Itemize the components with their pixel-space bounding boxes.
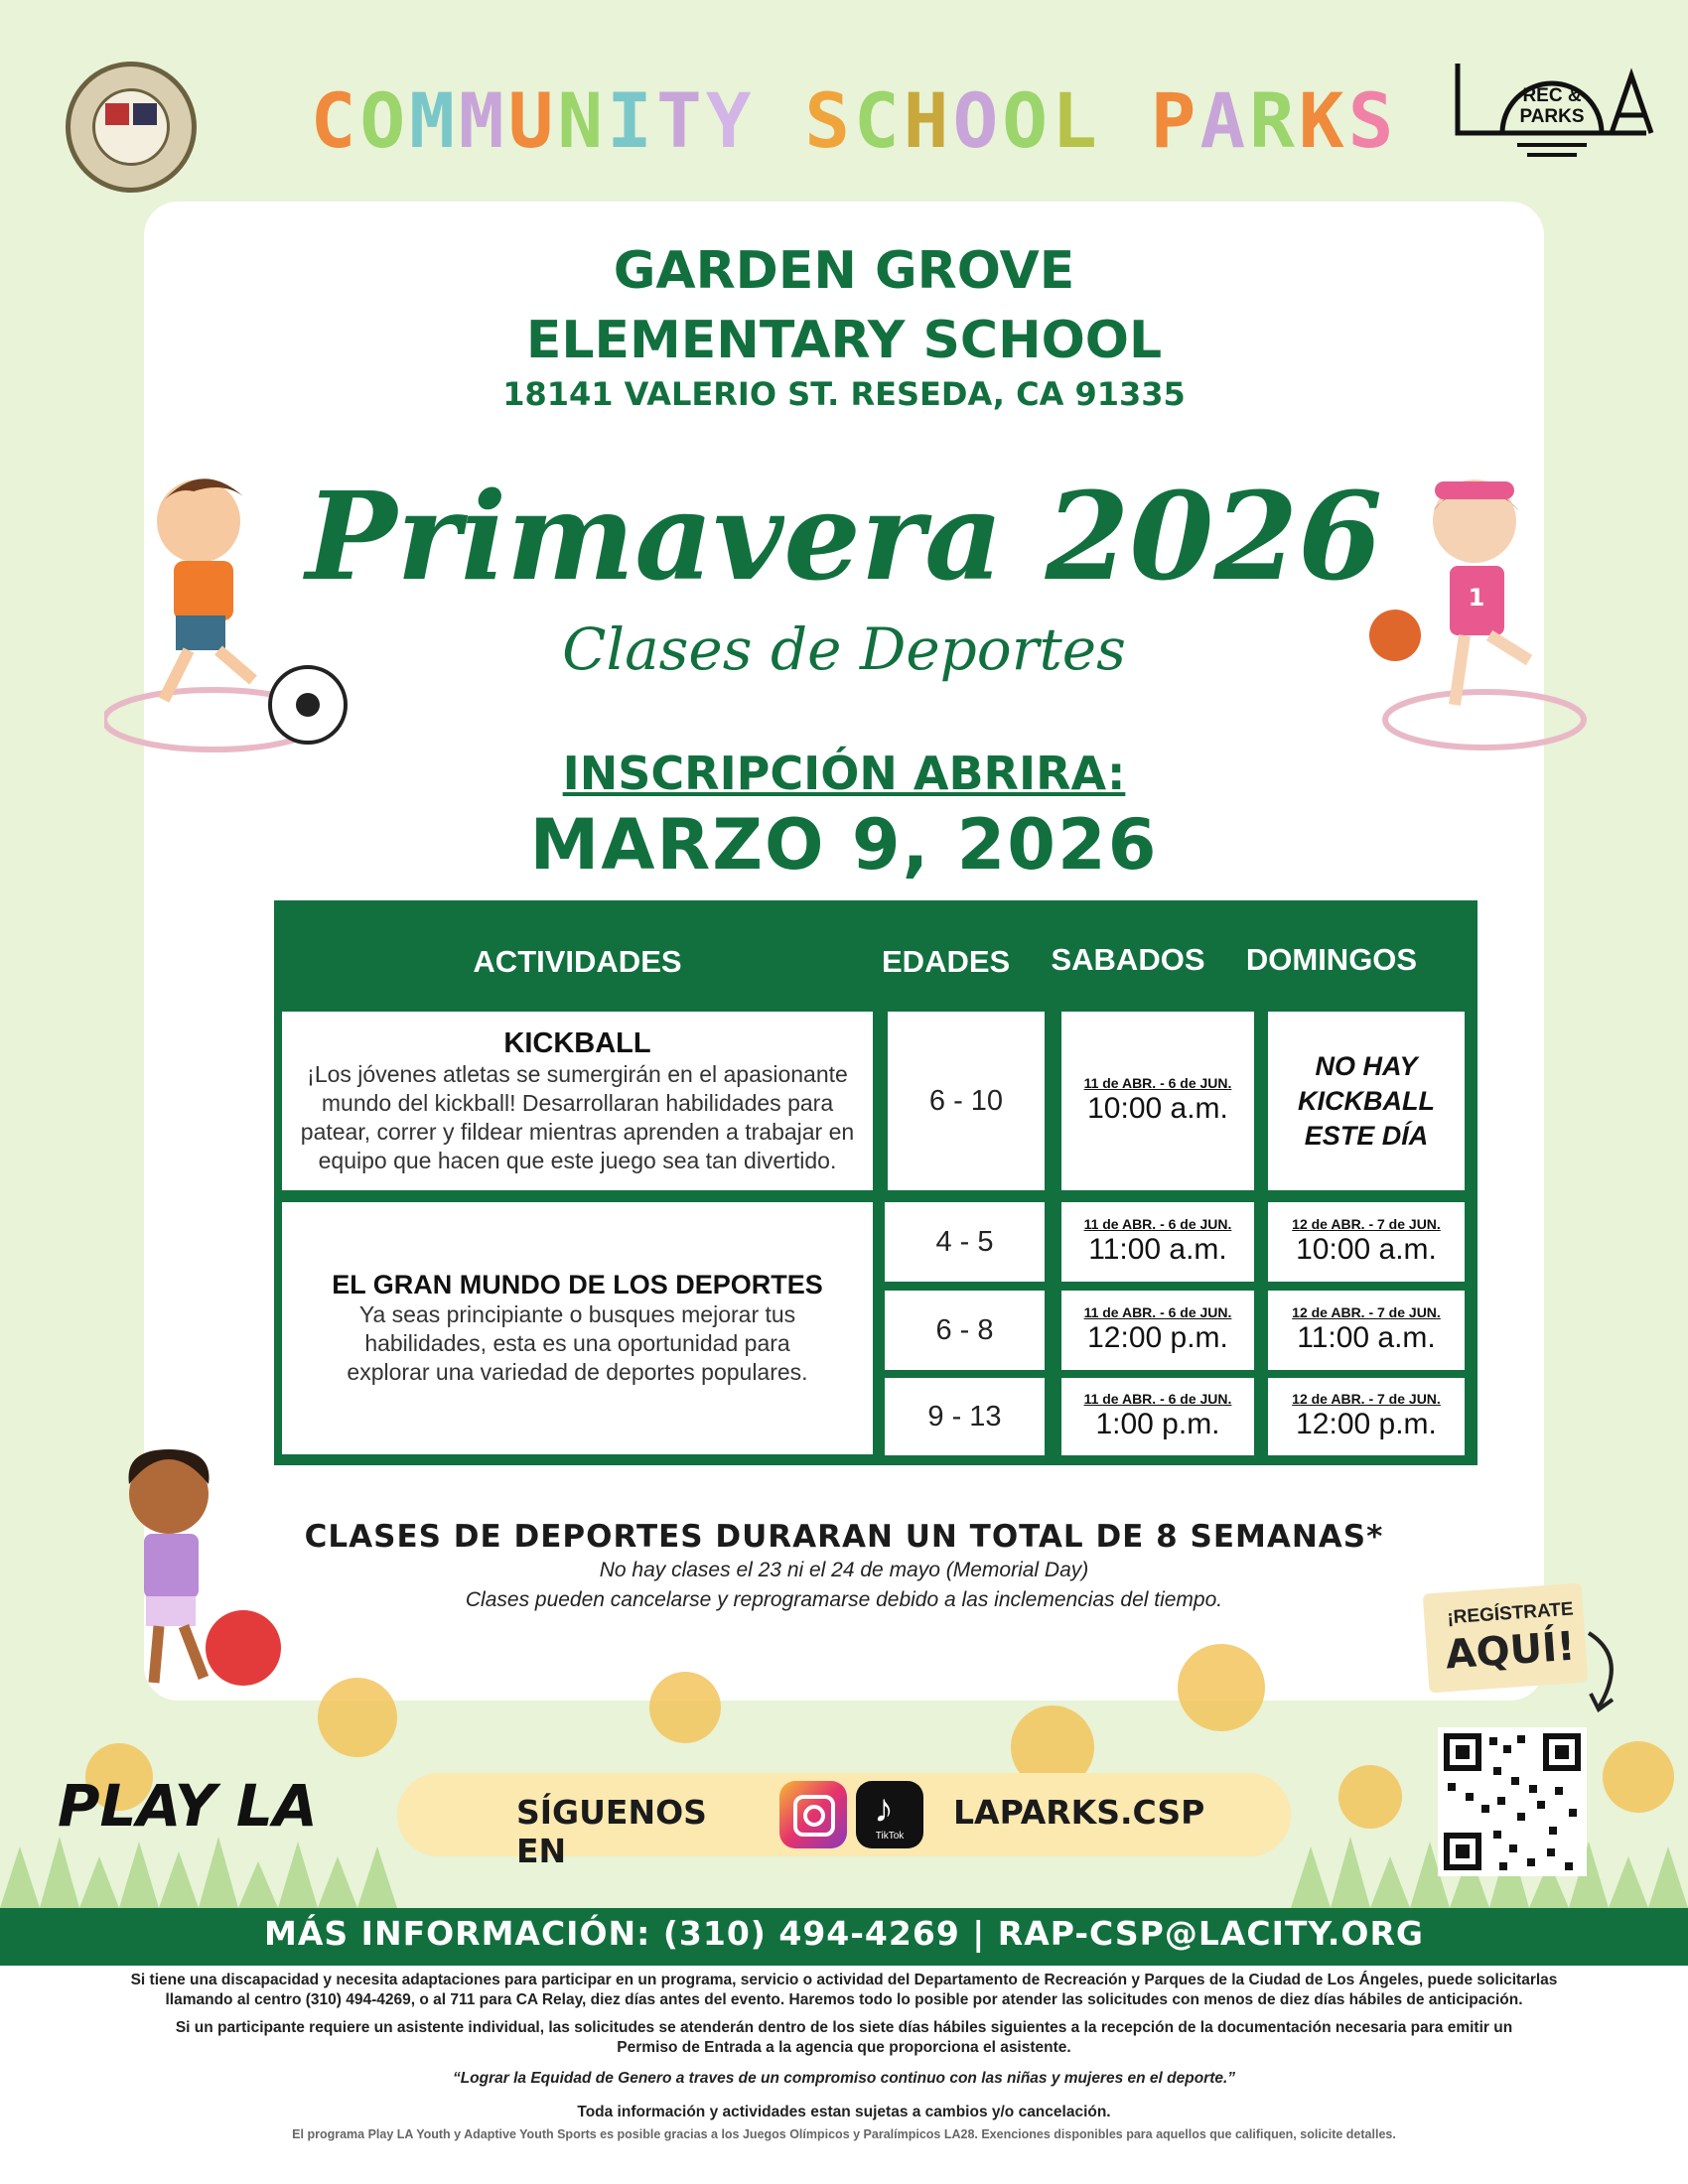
kickball-age-cell bbox=[888, 1012, 1045, 1190]
follow-label: SÍGUENOS EN bbox=[516, 1793, 707, 1870]
play-la-logo: PLAY LA bbox=[58, 1772, 318, 1840]
title-letter bbox=[1101, 76, 1151, 165]
girl-basketball-illustration bbox=[1355, 452, 1594, 769]
kickball-sun-line1: NO HAY bbox=[1315, 1050, 1418, 1081]
city-seal-logo bbox=[66, 62, 197, 193]
title-letter: O bbox=[952, 76, 1003, 165]
footer-assistant-line1: Si un participante requiere un asistente individual, las solicitudes se atenderán dentro de los siete días hábiles siguientes a la recepción de la documentación necesaria para emitir un bbox=[175, 2019, 1513, 2036]
kickball-saturday-cell bbox=[1061, 1012, 1254, 1190]
header-ages: EDADES bbox=[882, 944, 1011, 979]
title-letter: K bbox=[1298, 76, 1348, 165]
title-letter: S bbox=[804, 76, 854, 165]
sports-sat-time: 11:00 a.m. bbox=[1088, 1233, 1227, 1266]
kickball-sunday-cell bbox=[1268, 1012, 1465, 1190]
title-letter: A bbox=[1199, 76, 1250, 165]
sports-saturday-cell bbox=[1061, 1378, 1254, 1455]
kickball-sun-line3: ESTE DÍA bbox=[1304, 1120, 1429, 1151]
kickball-sat-dates: 11 de ABR. - 6 de JUN. bbox=[1083, 1075, 1232, 1091]
kickball-sun-line2: KICKBALL bbox=[1298, 1085, 1435, 1116]
qr-code[interactable] bbox=[1438, 1727, 1587, 1876]
title-letter: U bbox=[507, 76, 558, 165]
sports-title: EL GRAN MUNDO DE LOS DEPORTES bbox=[332, 1270, 823, 1299]
sports-age: 4 - 5 bbox=[935, 1225, 994, 1258]
title-letter: R bbox=[1249, 76, 1299, 165]
sports-sat-dates: 11 de ABR. - 6 de JUN. bbox=[1083, 1391, 1232, 1407]
sports-activity-cell bbox=[282, 1202, 873, 1454]
svg-text:REC &: REC & bbox=[1522, 85, 1582, 106]
footer-disability-line1: Si tiene una discapacidad y necesita adaptaciones para participar en un programa, servicio o actividad del Departamento de Recreación y Parques de la Ciudad de Los Ángeles, puede solicitarlas bbox=[130, 1972, 1558, 1988]
sports-sun-dates: 12 de ABR. - 7 de JUN. bbox=[1292, 1391, 1441, 1407]
kickball-activity-cell bbox=[282, 1012, 873, 1190]
sports-age-cell bbox=[885, 1291, 1045, 1370]
footer-assistant-line2: Permiso de Entrada a la agencia que proporciona el asistente. bbox=[617, 2039, 1071, 2056]
footer-quote: “Lograr la Equidad de Genero a traves de un compromiso continuo con las niñas y mujeres en el deporte.” bbox=[452, 2070, 1236, 2087]
title-letter: O bbox=[1002, 76, 1053, 165]
sports-sunday-cell bbox=[1268, 1202, 1465, 1282]
title-letter bbox=[755, 76, 804, 165]
sports-sat-time: 12:00 p.m. bbox=[1087, 1321, 1228, 1354]
title-letter: P bbox=[1150, 76, 1200, 165]
kickball-sat-time: 10:00 a.m. bbox=[1087, 1092, 1228, 1125]
title-letter: S bbox=[1347, 76, 1398, 165]
footer-disability-line2: llamando al centro (310) 494-4269, o al 711 para CA Relay, diez días antes del evento. Haremos todo lo posible por atender las solicitudes con menos de diez días hábiles de anticipación. bbox=[165, 1991, 1523, 2008]
kickball-description: ¡Los jóvenes atletas se sumergirán en el apasionante mundo del kickball! Desarrollaran habilidades para patear, correr y fildear mientras aprenden a trabajar en equipo que hacen que este juego sea tan divertido. bbox=[300, 1060, 855, 1173]
season-subtitle: Clases de Deportes bbox=[562, 615, 1126, 683]
instagram-icon[interactable] bbox=[779, 1781, 847, 1848]
no-class-note: No hay clases el 23 ni el 24 de mayo (Memorial Day) bbox=[599, 1559, 1089, 1581]
header-activities: ACTIVIDADES bbox=[473, 944, 682, 979]
sports-description: Ya seas principiante o busques mejorar tus habilidades, esta es una oportunidad para explorar una variedad de deportes populares. bbox=[347, 1301, 808, 1385]
kickball-age: 6 - 10 bbox=[928, 1084, 1004, 1117]
title-letter: N bbox=[557, 76, 608, 165]
school-name-line1: GARDEN GROVE bbox=[613, 241, 1075, 301]
sports-age: 6 - 8 bbox=[935, 1313, 994, 1346]
sports-sun-time: 12:00 p.m. bbox=[1296, 1408, 1437, 1440]
sports-age: 9 - 13 bbox=[927, 1400, 1002, 1433]
arrow-icon bbox=[1579, 1628, 1628, 1717]
sports-sunday-cell bbox=[1268, 1291, 1465, 1370]
footer-sponsor: El programa Play LA Youth y Adaptive Youth Sports es posible gracias a los Juegos Olímpicos y Paralímpicos LA28. Exenciones disponibles para aquellos que califiquen, solicite detalles. bbox=[292, 2127, 1396, 2141]
social-handle[interactable]: LAPARKS.CSP bbox=[953, 1793, 1205, 1832]
svg-text:PARKS: PARKS bbox=[1519, 106, 1585, 127]
tiktok-icon[interactable]: ♪ TikTok bbox=[856, 1781, 923, 1848]
sports-sun-dates: 12 de ABR. - 7 de JUN. bbox=[1292, 1216, 1441, 1232]
registration-date: MARZO 9, 2026 bbox=[529, 804, 1159, 886]
school-name-line2: ELEMENTARY SCHOOL bbox=[525, 311, 1163, 370]
schedule-table bbox=[274, 900, 1477, 1465]
sports-sat-dates: 11 de ABR. - 6 de JUN. bbox=[1083, 1304, 1232, 1320]
title-letter: M bbox=[409, 76, 459, 165]
register-sign-line1: ¡REGÍSTRATE bbox=[1446, 1598, 1575, 1629]
sports-age-cell bbox=[885, 1378, 1045, 1455]
tiktok-label: TikTok bbox=[875, 1831, 905, 1842]
sports-sat-time: 1:00 p.m. bbox=[1095, 1408, 1220, 1440]
title-letter: M bbox=[458, 76, 508, 165]
registration-label: INSCRIPCIÓN ABRIRA: bbox=[562, 747, 1126, 800]
title-letter: Y bbox=[705, 76, 756, 165]
contact-info: MÁS INFORMACIÓN: (310) 494-4269 | RAP-CSP@LACITY.ORG bbox=[264, 1914, 1424, 1953]
kickball-title: KICKBALL bbox=[503, 1026, 651, 1059]
header-sundays: DOMINGOS bbox=[1245, 942, 1418, 977]
sports-sun-time: 10:00 a.m. bbox=[1296, 1233, 1437, 1266]
sports-saturday-cell bbox=[1061, 1291, 1254, 1370]
sports-sunday-cell bbox=[1268, 1378, 1465, 1455]
svg-text:1: 1 bbox=[1468, 584, 1485, 612]
duration-note: CLASES DE DEPORTES DURARAN UN TOTAL DE 8 SEMANAS* bbox=[304, 1519, 1384, 1555]
weather-note: Clases pueden cancelarse y reprogramarse debido a las inclemencias del tiempo. bbox=[465, 1588, 1223, 1611]
title-letter: T bbox=[655, 76, 706, 165]
title-letter: L bbox=[1052, 76, 1101, 165]
sports-sun-dates: 12 de ABR. - 7 de JUN. bbox=[1292, 1304, 1441, 1320]
sports-age-cell bbox=[885, 1202, 1045, 1282]
sports-saturday-cell bbox=[1061, 1202, 1254, 1282]
title-letter: C bbox=[310, 76, 360, 165]
sports-sun-time: 11:00 a.m. bbox=[1297, 1321, 1436, 1354]
title-letter: C bbox=[854, 76, 904, 165]
header-saturdays: SABADOS bbox=[1051, 942, 1205, 977]
register-sign-line2: AQUÍ! bbox=[1444, 1623, 1577, 1679]
title-letter: O bbox=[359, 76, 410, 165]
title-letter: H bbox=[903, 76, 953, 165]
sports-sat-dates: 11 de ABR. - 6 de JUN. bbox=[1083, 1216, 1232, 1232]
season-title: Primavera 2026 bbox=[305, 465, 1383, 608]
footer-changes: Toda información y actividades estan sujetas a cambios y/o cancelación. bbox=[577, 2104, 1111, 2120]
rec-and-parks-logo bbox=[1448, 54, 1656, 163]
program-title bbox=[298, 71, 1410, 171]
title-letter: I bbox=[607, 76, 656, 165]
school-address: 18141 VALERIO ST. RESEDA, CA 91335 bbox=[502, 375, 1186, 413]
school-name bbox=[298, 236, 1390, 375]
